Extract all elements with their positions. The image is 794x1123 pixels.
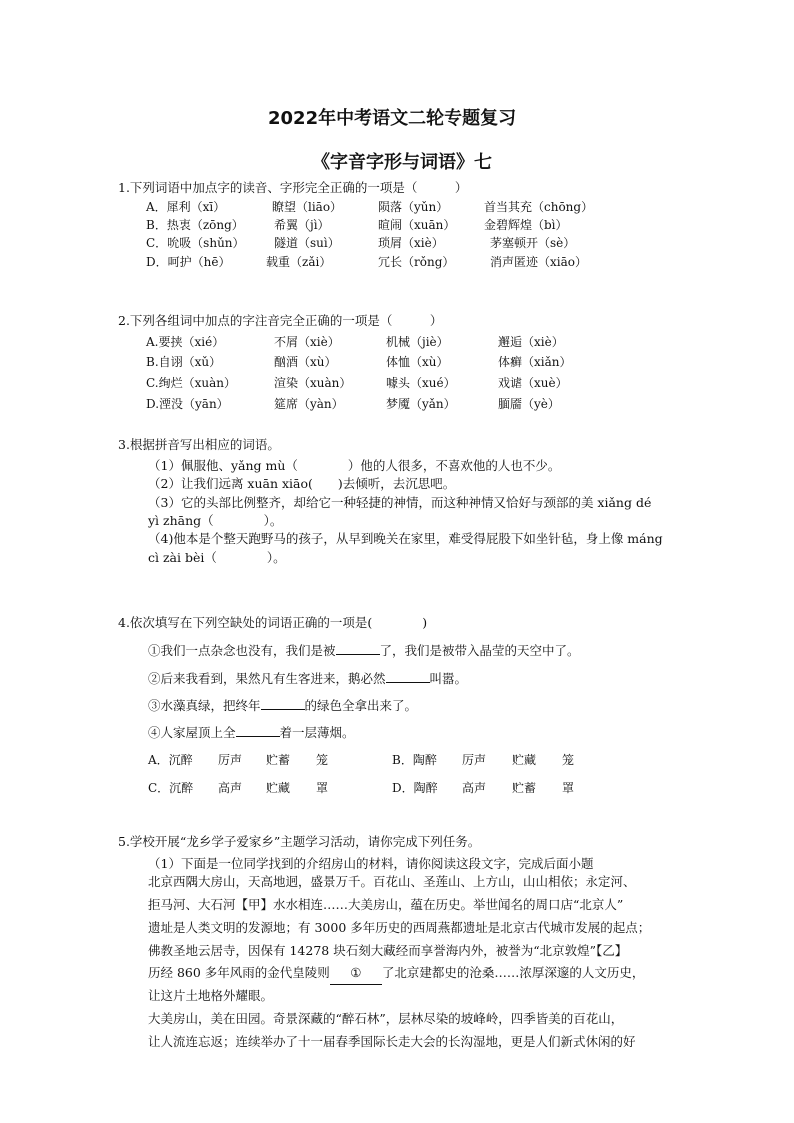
q4-s4-text-b: 着一层薄烟。: [279, 725, 355, 740]
q2-opt-b-4: 体癣（xiǎn）: [498, 355, 572, 369]
q3-item-4b: cì zài bèi（ ）。: [148, 550, 286, 565]
q4-s2-text-b: 叫嚣。: [429, 671, 468, 686]
q4-opt-a-4: 笼: [316, 753, 329, 767]
q2-opt-d-2: 筵席（yàn）: [274, 397, 344, 411]
q1-opt-d-1: D．呵护（hē）: [146, 255, 231, 269]
q4-opt-b-1: B．陶醉: [392, 753, 437, 767]
q4-opt-a-2: 厉声: [218, 753, 243, 767]
q1-opt-d-3: 冗长（rǒng）: [378, 255, 455, 269]
q4-opt-d-4: 罩: [562, 781, 575, 795]
q4-opt-c-4: 罩: [316, 781, 329, 795]
q5-passage-line-1: 北京西隅大房山，天高地迥，盛景万千。百花山、圣莲山、上方山，山山相依；永定河、: [148, 874, 636, 889]
page-subtitle: 《字音字形与词语》七: [312, 152, 492, 173]
q4-opt-d-3: 贮蓄: [512, 781, 537, 795]
q4-s4-text-a: ④人家屋顶上全: [148, 725, 236, 740]
q4-opt-c-1: C．沉醉: [148, 781, 194, 795]
q1-opt-a-1: A．犀利（xī）: [146, 200, 226, 214]
q4-blank-4[interactable]: [236, 724, 280, 737]
q3-item-3b: yì zhāng（ ）。: [148, 513, 283, 528]
q5-line5-text-a: 历经 860 多年风雨的金代皇陵则: [148, 965, 330, 980]
page-title: 2022年中考语文二轮专题复习: [268, 108, 517, 129]
q4-s3-text-b: 的绿色全拿出来了。: [304, 698, 418, 713]
q4-s3-text-a: ③水藻真绿，把终年: [148, 698, 261, 713]
q4-sentence-3: [148, 696, 417, 714]
q4-opt-b-4: 笼: [562, 753, 575, 767]
q1-opt-d-4: 消声匿迹（xiāo）: [490, 255, 587, 269]
q1-opt-a-2: 瞭望（liāo）: [272, 200, 343, 214]
q2-opt-d-3: 梦魇（yǎn）: [386, 397, 456, 411]
q4-stem: 4.依次填写在下列空缺处的词语正确的一项是( ): [118, 615, 428, 630]
q4-s1-text-b: 了，我们是被带入晶莹的天空中了。: [379, 643, 580, 658]
q1-opt-a-3: 陨落（yǔn）: [378, 200, 449, 214]
q1-stem: 1.下列词语中加点字的读音、字形完全正确的一项是（ ）: [118, 180, 468, 195]
q5-passage-line-3: 遗址是人类文明的发源地；有 3000 多年历史的西周燕都遗址是北京古代城市发展的起点；: [148, 920, 651, 935]
q4-sentence-1: [148, 641, 580, 659]
q4-opt-b-2: 厉声: [462, 753, 487, 767]
q4-sentence-4: [148, 723, 355, 741]
q4-opt-a-1: A．沉醉: [148, 753, 193, 767]
q3-item-1: （1）佩服他、yǎng mù（ ）他的人很多，不喜欢他的人也不少。: [148, 458, 561, 473]
q5-passage-line-8: 让人流连忘返；连续举办了十一届春季国际长走大会的长沟湿地，更是人们新式休闲的好: [148, 1034, 636, 1049]
q5-passage-line-6: 让这片土地格外耀眼。: [148, 988, 274, 1003]
q1-opt-d-2: 载重（zǎi）: [266, 255, 332, 269]
q4-s2-text-a: ②后来我看到，果然凡有生客进来，鹅必然: [148, 671, 386, 686]
q2-opt-b-3: 体恤（xù）: [386, 355, 449, 369]
q5-stem: 5.学校开展“龙乡学子爱家乡”主题学习活动，请你完成下列任务。: [118, 834, 481, 849]
q4-blank-2[interactable]: [386, 670, 430, 683]
q4-opt-c-3: 贮藏: [266, 781, 291, 795]
q1-opt-b-4: 金碧辉煌（bì）: [484, 218, 568, 232]
q2-opt-b-1: B.自诩（xǔ）: [146, 355, 222, 369]
q2-opt-a-2: 不屑（xiè）: [274, 335, 340, 349]
q2-opt-c-2: 渲染（xuàn）: [274, 376, 352, 390]
q5-passage-line-7: 大美房山，美在田园。奇景深藏的“醉石林”，层林尽染的坡峰岭，四季皆美的百花山，: [148, 1011, 624, 1026]
q2-opt-a-3: 机械（jiè）: [386, 335, 449, 349]
q1-opt-a-4: 首当其充（chōng）: [484, 200, 594, 214]
q2-opt-b-2: 酗酒（xù）: [274, 355, 337, 369]
q2-stem: 2.下列各组词中加点的字注音完全正确的一项是（ ）: [118, 313, 443, 328]
q1-opt-b-2: 希翼（jì）: [274, 218, 330, 232]
q3-stem: 3.根据拼音写出相应的词语。: [118, 437, 280, 452]
q1-opt-c-1: C．吮吸（shǔn）: [146, 236, 245, 250]
q2-opt-a-4: 邂逅（xiè）: [498, 335, 564, 349]
q5-passage-line-2: 拒马河、大石河【甲】水水相连……大美房山，蕴在历史。举世闻名的周口店“北京人”: [148, 897, 624, 912]
q4-s1-text-a: ①我们一点杂念也没有，我们是被: [148, 643, 336, 658]
q4-sentence-2: [148, 669, 467, 687]
q1-opt-c-3: 琐屑（xiè）: [378, 236, 444, 250]
q2-opt-c-4: 戏谑（xuè）: [498, 376, 568, 390]
q5-blank-mark: ①: [350, 965, 362, 980]
q3-item-3a: （3）它的头部比例整齐，却给它一种轻捷的神情，而这种神情又恰好与颈部的美 xiǎng dé: [148, 495, 652, 510]
q1-opt-b-3: 暄闹（xuān）: [378, 218, 456, 232]
q4-opt-d-1: D．陶醉: [392, 781, 438, 795]
q4-opt-b-3: 贮藏: [512, 753, 537, 767]
q2-opt-a-1: A.要挟（xié）: [146, 335, 225, 349]
q3-item-2: （2）让我们远离 xuān xiāo( )去倾听，去沉思吧。: [148, 476, 456, 491]
q1-opt-c-2: 隧道（suì）: [274, 236, 340, 250]
q1-opt-b-1: B．热衷（zōng）: [146, 218, 244, 232]
q4-blank-3[interactable]: [261, 697, 305, 710]
q2-opt-c-1: C.绚烂（xuàn）: [146, 376, 236, 390]
q5-passage-line-5: [148, 961, 644, 985]
q4-opt-a-3: 贮蓄: [266, 753, 291, 767]
q3-item-4a: （4)他本是个整天跑野马的孩子，从早到晚关在家里，难受得屁股下如坐针毡，身上像 máng: [148, 531, 663, 546]
q4-blank-1[interactable]: [336, 642, 380, 655]
q2-opt-d-1: D.湮没（yān）: [146, 397, 229, 411]
q4-opt-d-2: 高声: [462, 781, 487, 795]
q5-sub1: （1）下面是一位同学找到的介绍房山的材料，请你阅读这段文字，完成后面小题: [148, 856, 594, 871]
q5-line5-text-b: 了北京建都史的沧桑……浓厚深邃的人文历史，: [381, 965, 645, 980]
q4-opt-c-2: 高声: [218, 781, 243, 795]
q1-opt-c-4: 茅塞顿开（sè）: [490, 236, 576, 250]
q5-blank-1[interactable]: [330, 961, 382, 985]
q5-passage-line-4: 佛教圣地云居寺，因保有 14278 块石刻大藏经而享誉海内外，被誉为“北京敦煌”【乙】: [148, 943, 628, 958]
q2-opt-d-4: 腼靥（yè）: [498, 397, 560, 411]
q2-opt-c-3: 噱头（xué）: [386, 376, 456, 390]
